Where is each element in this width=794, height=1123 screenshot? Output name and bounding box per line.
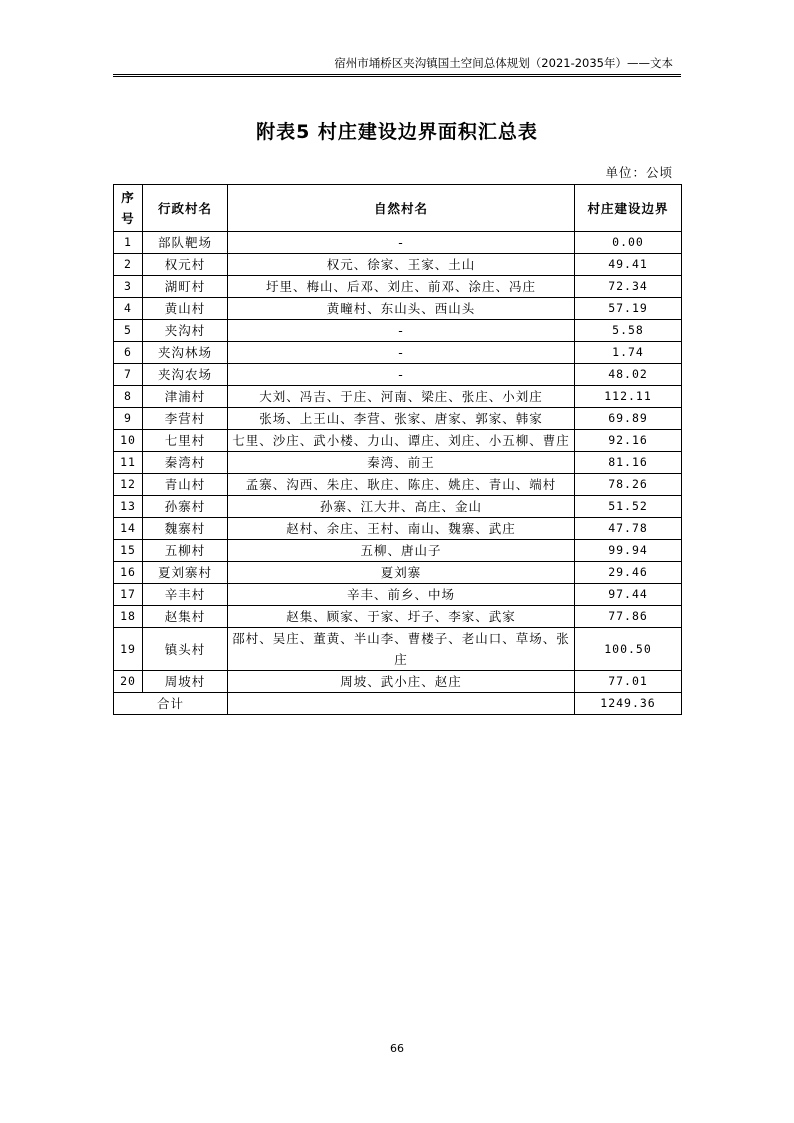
cell-natural: 圩里、梅山、后邓、刘庄、前邓、涂庄、冯庄 bbox=[228, 276, 575, 298]
cell-natural: 周坡、武小庄、赵庄 bbox=[228, 671, 575, 693]
total-natural bbox=[228, 693, 575, 715]
col-header-natural: 自然村名 bbox=[228, 185, 575, 232]
running-header: 宿州市埇桥区夹沟镇国土空间总体规划（2021-2035年）——文本 bbox=[334, 56, 673, 70]
cell-natural: - bbox=[228, 320, 575, 342]
cell-admin: 夏刘寨村 bbox=[143, 562, 228, 584]
cell-admin: 李营村 bbox=[143, 408, 228, 430]
cell-seq: 6 bbox=[114, 342, 143, 364]
cell-admin: 辛丰村 bbox=[143, 584, 228, 606]
table-row bbox=[114, 496, 682, 518]
cell-seq: 2 bbox=[114, 254, 143, 276]
cell-area: 48.02 bbox=[575, 364, 682, 386]
col-header-seq: 序号 bbox=[114, 185, 143, 232]
total-label: 合计 bbox=[114, 693, 228, 715]
table-row bbox=[114, 254, 682, 276]
cell-natural: - bbox=[228, 232, 575, 254]
cell-natural: 孙寨、江大井、高庄、金山 bbox=[228, 496, 575, 518]
table-row bbox=[114, 408, 682, 430]
cell-natural: 邵村、吴庄、董黄、半山李、曹楼子、老山口、草场、张庄 bbox=[228, 628, 575, 671]
cell-admin: 湖町村 bbox=[143, 276, 228, 298]
table-row bbox=[114, 452, 682, 474]
cell-natural: 权元、徐家、王家、土山 bbox=[228, 254, 575, 276]
cell-admin: 五柳村 bbox=[143, 540, 228, 562]
cell-admin: 孙寨村 bbox=[143, 496, 228, 518]
table-body bbox=[114, 232, 682, 693]
cell-natural: 五柳、唐山子 bbox=[228, 540, 575, 562]
cell-area: 29.46 bbox=[575, 562, 682, 584]
cell-admin: 周坡村 bbox=[143, 671, 228, 693]
cell-seq: 16 bbox=[114, 562, 143, 584]
cell-natural: 赵集、顾家、于家、圩子、李家、武家 bbox=[228, 606, 575, 628]
cell-area: 97.44 bbox=[575, 584, 682, 606]
cell-area: 5.58 bbox=[575, 320, 682, 342]
cell-seq: 1 bbox=[114, 232, 143, 254]
cell-seq: 20 bbox=[114, 671, 143, 693]
table-row bbox=[114, 474, 682, 496]
total-area: 1249.36 bbox=[575, 693, 682, 715]
cell-admin: 秦湾村 bbox=[143, 452, 228, 474]
cell-area: 49.41 bbox=[575, 254, 682, 276]
cell-area: 77.86 bbox=[575, 606, 682, 628]
table-row bbox=[114, 298, 682, 320]
table-row bbox=[114, 584, 682, 606]
cell-admin: 魏寨村 bbox=[143, 518, 228, 540]
cell-seq: 4 bbox=[114, 298, 143, 320]
cell-area: 57.19 bbox=[575, 298, 682, 320]
table-row bbox=[114, 671, 682, 693]
cell-area: 78.26 bbox=[575, 474, 682, 496]
cell-seq: 8 bbox=[114, 386, 143, 408]
cell-seq: 10 bbox=[114, 430, 143, 452]
table-header-row bbox=[114, 185, 682, 232]
table-row bbox=[114, 386, 682, 408]
cell-seq: 19 bbox=[114, 628, 143, 671]
total-row bbox=[114, 693, 682, 715]
cell-admin: 夹沟林场 bbox=[143, 342, 228, 364]
unit-label: 单位：公顷 bbox=[605, 165, 673, 180]
cell-natural: 黄疃村、东山头、西山头 bbox=[228, 298, 575, 320]
cell-admin: 部队靶场 bbox=[143, 232, 228, 254]
cell-natural: - bbox=[228, 364, 575, 386]
table-row bbox=[114, 232, 682, 254]
cell-natural: 夏刘寨 bbox=[228, 562, 575, 584]
cell-seq: 3 bbox=[114, 276, 143, 298]
cell-seq: 12 bbox=[114, 474, 143, 496]
table-row bbox=[114, 540, 682, 562]
cell-area: 0.00 bbox=[575, 232, 682, 254]
cell-seq: 5 bbox=[114, 320, 143, 342]
cell-area: 1.74 bbox=[575, 342, 682, 364]
cell-seq: 13 bbox=[114, 496, 143, 518]
cell-natural: 辛丰、前乡、中场 bbox=[228, 584, 575, 606]
cell-admin: 黄山村 bbox=[143, 298, 228, 320]
table-row bbox=[114, 562, 682, 584]
summary-table bbox=[113, 184, 682, 715]
cell-seq: 14 bbox=[114, 518, 143, 540]
cell-area: 92.16 bbox=[575, 430, 682, 452]
cell-natural: 七里、沙庄、武小楼、力山、谭庄、刘庄、小五柳、曹庄 bbox=[228, 430, 575, 452]
cell-area: 72.34 bbox=[575, 276, 682, 298]
table-row bbox=[114, 606, 682, 628]
col-header-area: 村庄建设边界 bbox=[575, 185, 682, 232]
cell-natural: - bbox=[228, 342, 575, 364]
table-row bbox=[114, 276, 682, 298]
cell-area: 77.01 bbox=[575, 671, 682, 693]
cell-admin: 津浦村 bbox=[143, 386, 228, 408]
cell-natural: 大刘、冯吉、于庄、河南、梁庄、张庄、小刘庄 bbox=[228, 386, 575, 408]
cell-area: 112.11 bbox=[575, 386, 682, 408]
cell-seq: 18 bbox=[114, 606, 143, 628]
cell-admin: 镇头村 bbox=[143, 628, 228, 671]
table-row bbox=[114, 628, 682, 671]
table-title: 附表5 村庄建设边界面积汇总表 bbox=[256, 121, 538, 143]
cell-natural: 秦湾、前王 bbox=[228, 452, 575, 474]
cell-area: 47.78 bbox=[575, 518, 682, 540]
cell-admin: 赵集村 bbox=[143, 606, 228, 628]
cell-seq: 9 bbox=[114, 408, 143, 430]
page-number: 66 bbox=[390, 1042, 404, 1055]
col-header-admin: 行政村名 bbox=[143, 185, 228, 232]
table-row bbox=[114, 320, 682, 342]
header-rule bbox=[113, 74, 681, 75]
cell-seq: 11 bbox=[114, 452, 143, 474]
cell-natural: 赵村、余庄、王村、南山、魏寨、武庄 bbox=[228, 518, 575, 540]
cell-admin: 夹沟村 bbox=[143, 320, 228, 342]
table-row bbox=[114, 430, 682, 452]
table-row bbox=[114, 364, 682, 386]
cell-natural: 张场、上王山、李营、张家、唐家、郭家、韩家 bbox=[228, 408, 575, 430]
table-row bbox=[114, 342, 682, 364]
cell-area: 51.52 bbox=[575, 496, 682, 518]
cell-seq: 17 bbox=[114, 584, 143, 606]
cell-area: 100.50 bbox=[575, 628, 682, 671]
cell-admin: 夹沟农场 bbox=[143, 364, 228, 386]
cell-natural: 孟寨、沟西、朱庄、耿庄、陈庄、姚庄、青山、端村 bbox=[228, 474, 575, 496]
cell-admin: 七里村 bbox=[143, 430, 228, 452]
cell-seq: 7 bbox=[114, 364, 143, 386]
cell-area: 99.94 bbox=[575, 540, 682, 562]
cell-seq: 15 bbox=[114, 540, 143, 562]
table-row bbox=[114, 518, 682, 540]
cell-admin: 青山村 bbox=[143, 474, 228, 496]
cell-area: 81.16 bbox=[575, 452, 682, 474]
cell-admin: 权元村 bbox=[143, 254, 228, 276]
header-rule-thin bbox=[113, 76, 681, 77]
cell-area: 69.89 bbox=[575, 408, 682, 430]
